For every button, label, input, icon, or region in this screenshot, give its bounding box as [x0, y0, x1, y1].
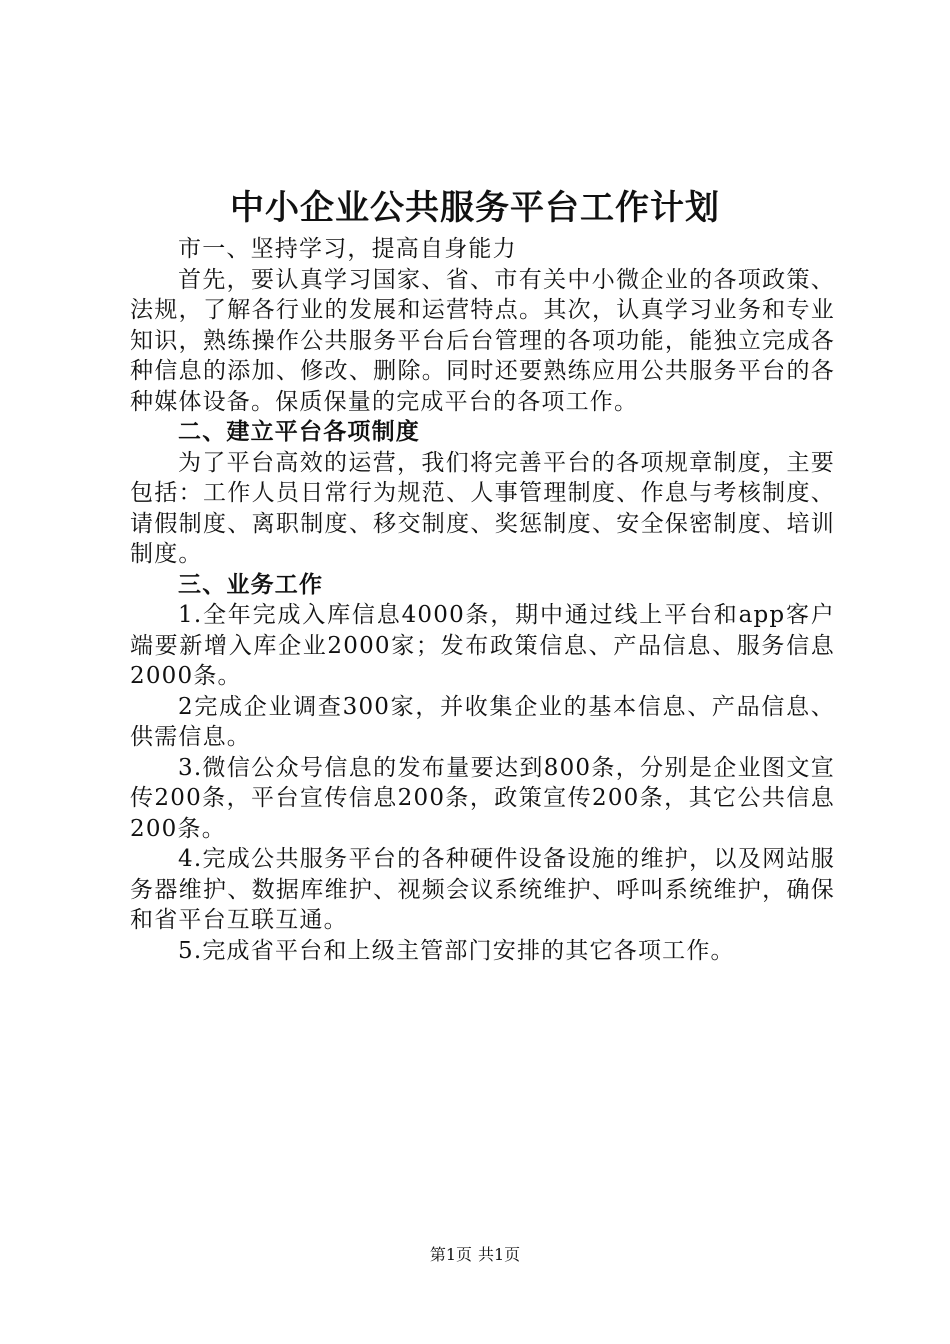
paragraph-1: 市一、坚持学习，提高自身能力: [178, 236, 517, 262]
document-body: [130, 234, 835, 966]
section-heading-3: 三、业务工作: [178, 571, 324, 598]
list-item-3: 3.微信公众号信息的发布量要达到800条，分别是企业图文宣传200条，平台宣传信息200条，政策宣传200条，其它公共信息200条。: [130, 754, 835, 842]
section-heading-2: 二、建立平台各项制度: [178, 419, 420, 445]
page-total: 共1页: [478, 1245, 521, 1264]
paragraph-4: 为了平台高效的运营，我们将完善平台的各项规章制度，主要包括：工作人员日常行为规范、人事管理制度、作息与考核制度、请假制度、离职制度、移交制度、奖惩制度、安全保密制度、培训制度。: [130, 449, 835, 567]
list-item-4: 4.完成公共服务平台的各种硬件设备设施的维护，以及网站服务器维护、数据库维护、视频会议系统维护、呼叫系统维护，确保和省平台互联互通。: [130, 846, 835, 933]
paragraph-2: 首先，要认真学习国家、省、市有关中小微企业的各项政策、法规，了解各行业的发展和运营特点。其次，认真学习业务和专业知识，熟练操作公共服务平台后台管理的各项功能，能独立完成各种信息的添加、修改、删除。同时还要熟练应用公共服务平台的各种媒体设备。保质保量的完成平台的各项工作。: [130, 266, 835, 415]
document-title: 中小企业公共服务平台工作计划: [230, 188, 720, 228]
page-number: 第1页: [429, 1245, 472, 1264]
list-item-5: 5.完成省平台和上级主管部门安排的其它各项工作。: [178, 937, 735, 964]
list-item-2: 2完成企业调查300家，并收集企业的基本信息、产品信息、供需信息。: [130, 693, 835, 750]
page-footer: [0, 1244, 950, 1266]
list-item-1: 1.全年完成入库信息4000条，期中通过线上平台和app客户端要新增入库企业2000家；发布政策信息、产品信息、服务信息2000条。: [130, 602, 835, 689]
